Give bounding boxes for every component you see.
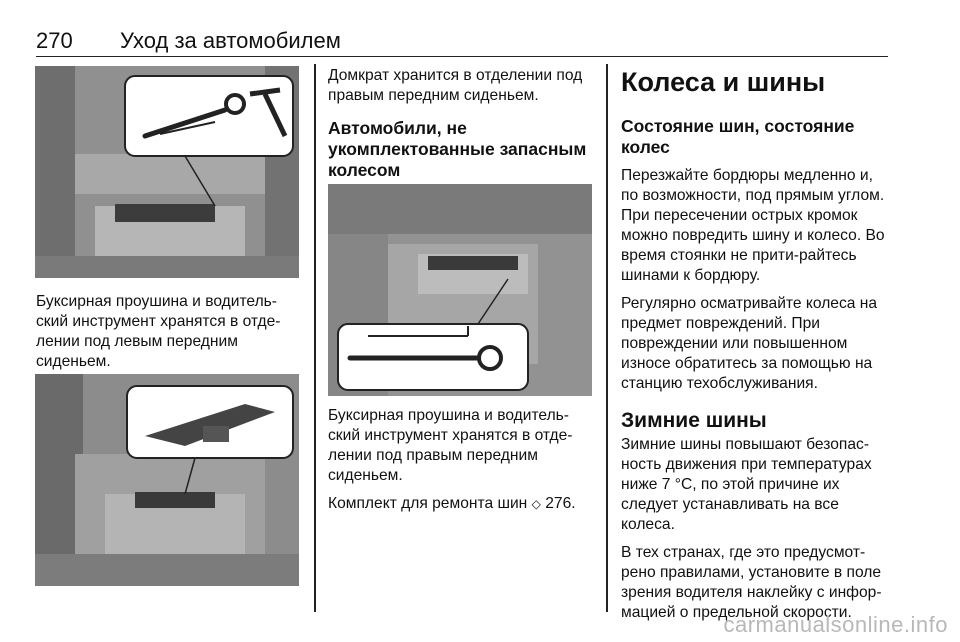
repair-kit-reference [328, 494, 596, 514]
middle-caption: Буксирная проушина и водитель-ский инструмент хранятся в отде-лении под правым передним сиденьем. [328, 407, 573, 484]
page-header [36, 22, 888, 57]
page-reference-icon: ◇ [531, 497, 541, 511]
column-divider-right [606, 64, 608, 612]
repair-kit-label: Комплект для ремонта шин [328, 495, 528, 512]
no-spare-wheel-heading: Автомобили, не укомплектованные запасным колесом [328, 118, 587, 180]
middle-column [328, 66, 596, 181]
right-column [621, 66, 889, 623]
repair-kit-page-link[interactable]: 276. [545, 495, 576, 512]
wheels-tyres-heading: Колеса и шины [621, 67, 826, 97]
chapter-title: Уход за автомобилем [120, 28, 341, 53]
column-divider-left [314, 64, 316, 612]
left-caption: Буксирная проушина и водитель-ский инструмент хранятся в отде-лении под левым передним сиденьем. [36, 293, 281, 370]
tool-storage-photo-left [35, 66, 299, 278]
tyre-condition-paragraph-1: Перезжайте бордюры медленно и, по возможности, под прямым углом. При пересечении острых кромок можно повредить шину и колесо. Во время стоянки не прити-райтесь шинами к бордюру. [621, 167, 885, 284]
page-number: 270 [36, 28, 73, 53]
winter-tyres-paragraph-1: Зимние шины повышают безопас-ность движения при температурах ниже 7 °С, по этой причине их следует устанавливать на все колеса. [621, 436, 872, 533]
tool-storage-photo-middle [328, 184, 592, 396]
winter-tyres-heading: Зимние шины [621, 409, 767, 432]
middle-caption-block [328, 406, 596, 514]
jack-storage-text: Домкрат хранится в отделении под правым передним сиденьем. [328, 67, 583, 104]
winter-tyres-paragraph-2: В тех странах, где это предусмот-рено правилами, установите в поле зрения водителя наклейку с инфор-мацией о предельной скорости. [621, 544, 882, 621]
left-caption-block [36, 292, 304, 372]
tyre-condition-heading: Состояние шин, состояние колес [621, 116, 855, 157]
tyre-condition-paragraph-2: Регулярно осматривайте колеса на предмет повреждений. При повреждении или повышенном износе обратитесь за помощью на станцию техобслуживания. [621, 295, 878, 392]
jack-storage-photo-left [35, 374, 299, 586]
site-watermark: carmanualsonline.info [723, 612, 948, 637]
